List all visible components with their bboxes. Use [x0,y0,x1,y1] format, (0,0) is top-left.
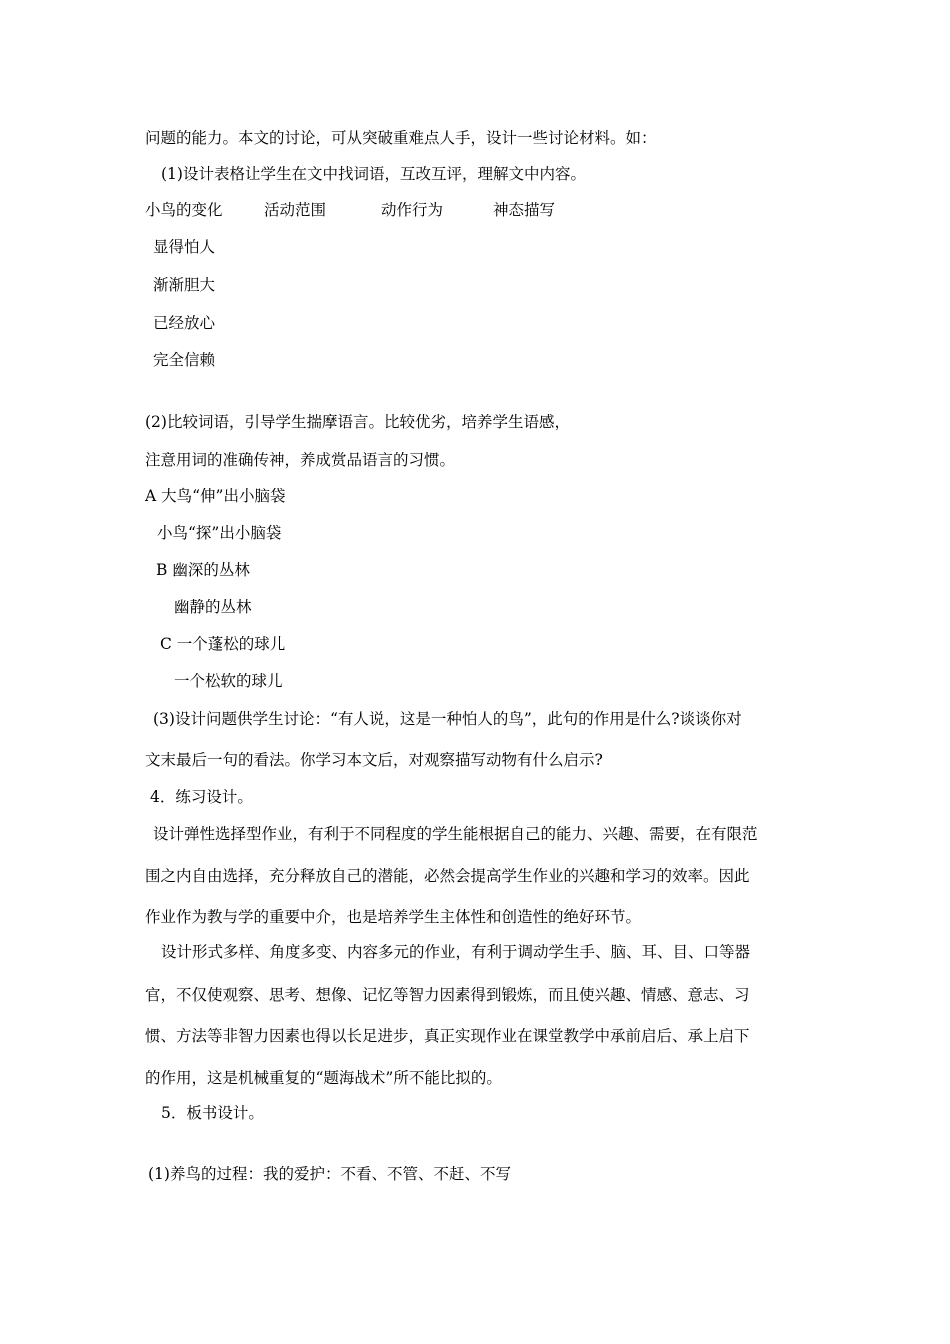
paragraph-line: 文末最后一句的看法。你学习本文后，对观察描写动物有什么启示? [145,751,603,769]
table-row-label: 已经放心 [153,314,216,332]
paragraph-line: 问题的能力。本文的讨论，可从突破重难点人手，设计一些讨论材料。如： [145,129,657,147]
table-header-cell: 小鸟的变化 [145,201,223,219]
paragraph-line: 注意用词的准确传神，养成赏品语言的习惯。 [145,451,456,469]
paragraph-line: (1)设计表格让学生在文中找词语，互改互评，理解文中内容。 [161,165,586,183]
section-heading: 5．板书设计。 [161,1104,264,1122]
paragraph-line: 作业作为教与学的重要中介，也是培养学生主体性和创造性的绝好环节。 [145,908,642,926]
paragraph-line: 设计形式多样、角度多变、内容多元的作业，有利于调动学生手、脑、耳、目、口等器 [161,943,751,961]
paragraph-line: (1)养鸟的过程：我的爱护：不看、不管、不赶、不写 [148,1165,511,1183]
table-row-label: 完全信赖 [153,351,216,369]
paragraph-line: (2)比较词语，引导学生揣摩语言。比较优劣，培养学生语感， [145,413,570,431]
table-header-row [145,200,645,220]
table-row-label: 显得怕人 [153,238,216,256]
comparison-item: 一个松软的球儿 [174,672,283,690]
table-row-label: 渐渐胆大 [153,276,216,294]
table-header-cell: 神态描写 [493,201,556,219]
comparison-item: C 一个蓬松的球儿 [160,635,286,653]
table-header-cell: 动作行为 [381,201,444,219]
comparison-item: 小鸟“探”出小脑袋 [157,524,282,542]
paragraph-line: (3)设计问题供学生讨论：“有人说，这是一种怕人的鸟”，此句的作用是什么?谈谈你对 [153,710,742,728]
paragraph-line: 官，不仅使观察、思考、想像、记忆等智力因素得到锻炼，而且使兴趣、情感、意志、习 [145,986,750,1004]
comparison-item: B 幽深的丛林 [156,561,250,579]
paragraph-line: 的作用，这是机械重复的“题海战术”所不能比拟的。 [145,1069,502,1087]
comparison-item: 幽静的丛林 [174,598,252,616]
section-heading: 4．练习设计。 [150,788,253,806]
paragraph-line: 围之内自由选择，充分释放自己的潜能，必然会提高学生作业的兴趣和学习的效率。因此 [145,867,750,885]
comparison-item: A 大鸟“伸”出小脑袋 [145,487,286,505]
paragraph-line: 惯、方法等非智力因素也得以长足进步，真正实现作业在课堂教学中承前启后、承上启下 [145,1027,750,1045]
paragraph-line: 设计弹性选择型作业，有利于不同程度的学生能根据自己的能力、兴趣、需要，在有限范 [153,825,758,843]
table-header-cell: 活动范围 [264,201,327,219]
